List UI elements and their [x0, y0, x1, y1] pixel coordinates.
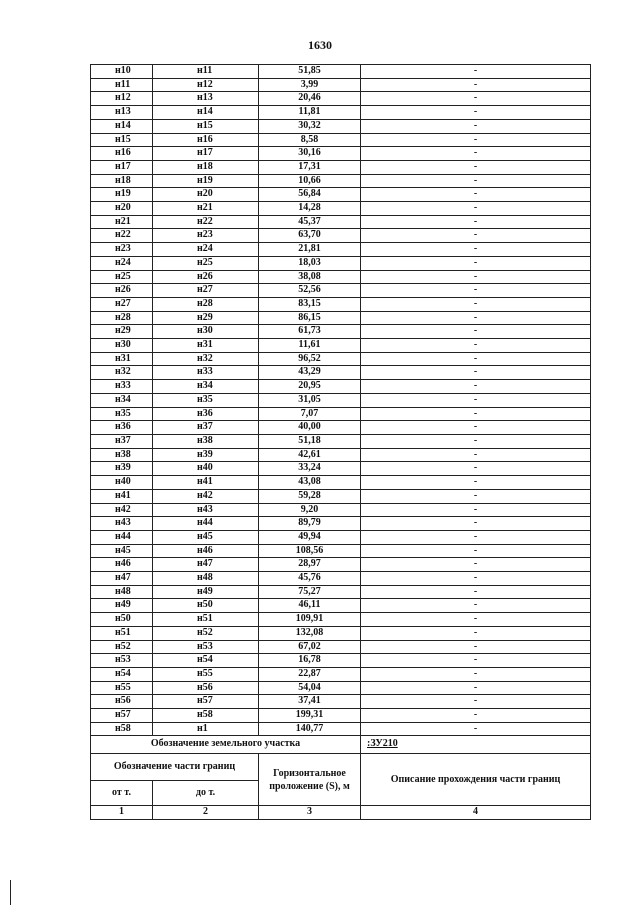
from-point-cell: н58 — [91, 722, 153, 736]
table-row — [91, 366, 591, 380]
table-row — [91, 160, 591, 174]
to-point-cell: н30 — [153, 325, 259, 339]
to-point-cell: н54 — [153, 654, 259, 668]
to-point-cell: н46 — [153, 544, 259, 558]
from-point-cell: н24 — [91, 256, 153, 270]
table-row — [91, 243, 591, 257]
table-row — [91, 229, 591, 243]
description-cell: - — [361, 78, 591, 92]
from-point-cell: н45 — [91, 544, 153, 558]
to-point-cell: н32 — [153, 352, 259, 366]
table-row — [91, 517, 591, 531]
from-point-cell: н50 — [91, 613, 153, 627]
to-point-cell: н36 — [153, 407, 259, 421]
table-row — [91, 352, 591, 366]
table-row — [91, 709, 591, 723]
to-point-cell: н45 — [153, 530, 259, 544]
to-point-cell: н14 — [153, 106, 259, 120]
table-row — [91, 311, 591, 325]
column-number: 1 — [91, 806, 153, 820]
description-cell: - — [361, 380, 591, 394]
to-point-cell: н13 — [153, 92, 259, 106]
from-point-cell: н37 — [91, 434, 153, 448]
from-point-cell: н49 — [91, 599, 153, 613]
table-row — [91, 585, 591, 599]
table-row — [91, 476, 591, 490]
table-row — [91, 544, 591, 558]
to-point-cell: н27 — [153, 284, 259, 298]
table-row — [91, 462, 591, 476]
description-cell: - — [361, 147, 591, 161]
to-point-cell: н55 — [153, 667, 259, 681]
column-number: 2 — [153, 806, 259, 820]
description-cell: - — [361, 352, 591, 366]
from-point-cell: н19 — [91, 188, 153, 202]
table-row — [91, 626, 591, 640]
length-cell: 46,11 — [259, 599, 361, 613]
table-row — [91, 434, 591, 448]
length-cell: 38,08 — [259, 270, 361, 284]
length-cell: 83,15 — [259, 297, 361, 311]
description-cell: - — [361, 215, 591, 229]
page-number: 1630 — [308, 38, 332, 52]
length-cell: 132,08 — [259, 626, 361, 640]
to-point-cell: н17 — [153, 147, 259, 161]
to-point-cell: н52 — [153, 626, 259, 640]
from-point-cell: н36 — [91, 421, 153, 435]
table-row — [91, 530, 591, 544]
description-cell: - — [361, 585, 591, 599]
table-row — [91, 297, 591, 311]
from-point-cell: н23 — [91, 243, 153, 257]
to-point-cell: н47 — [153, 558, 259, 572]
table-row — [91, 667, 591, 681]
table-row — [91, 325, 591, 339]
from-point-cell: н38 — [91, 448, 153, 462]
to-point-header: до т. — [153, 781, 259, 806]
from-point-cell: н40 — [91, 476, 153, 490]
table-row — [91, 448, 591, 462]
boundary-rows — [91, 65, 591, 736]
description-cell: - — [361, 284, 591, 298]
description-cell: - — [361, 325, 591, 339]
length-cell: 37,41 — [259, 695, 361, 709]
length-cell: 86,15 — [259, 311, 361, 325]
length-cell: 30,16 — [259, 147, 361, 161]
description-cell: - — [361, 243, 591, 257]
description-cell: - — [361, 572, 591, 586]
from-point-cell: н21 — [91, 215, 153, 229]
table-row — [91, 78, 591, 92]
length-cell: 14,28 — [259, 202, 361, 216]
horizontal-length-header: Горизонтальное проложение (S), м — [259, 754, 361, 806]
description-cell: - — [361, 722, 591, 736]
length-cell: 31,05 — [259, 393, 361, 407]
to-point-cell: н18 — [153, 160, 259, 174]
length-cell: 42,61 — [259, 448, 361, 462]
table-row — [91, 489, 591, 503]
from-point-cell: н18 — [91, 174, 153, 188]
table-row — [91, 558, 591, 572]
table-row — [91, 393, 591, 407]
to-point-cell: н11 — [153, 65, 259, 79]
to-point-cell: н39 — [153, 448, 259, 462]
length-cell: 63,70 — [259, 229, 361, 243]
to-point-cell: н49 — [153, 585, 259, 599]
description-cell: - — [361, 393, 591, 407]
to-point-cell: н23 — [153, 229, 259, 243]
to-point-cell: н21 — [153, 202, 259, 216]
to-point-cell: н41 — [153, 476, 259, 490]
length-cell: 108,56 — [259, 544, 361, 558]
length-cell: 54,04 — [259, 681, 361, 695]
table-row — [91, 339, 591, 353]
from-point-cell: н33 — [91, 380, 153, 394]
description-cell: - — [361, 640, 591, 654]
length-cell: 59,28 — [259, 489, 361, 503]
from-point-cell: н43 — [91, 517, 153, 531]
length-cell: 67,02 — [259, 640, 361, 654]
from-point-cell: н14 — [91, 119, 153, 133]
length-cell: 20,46 — [259, 92, 361, 106]
to-point-cell: н37 — [153, 421, 259, 435]
description-cell: - — [361, 695, 591, 709]
description-cell: - — [361, 599, 591, 613]
plot-section — [91, 736, 591, 819]
length-cell: 45,37 — [259, 215, 361, 229]
to-point-cell: н43 — [153, 503, 259, 517]
table-row — [91, 133, 591, 147]
length-cell: 96,52 — [259, 352, 361, 366]
description-cell: - — [361, 462, 591, 476]
description-cell: - — [361, 503, 591, 517]
from-point-cell: н41 — [91, 489, 153, 503]
length-cell: 17,31 — [259, 160, 361, 174]
length-cell: 11,81 — [259, 106, 361, 120]
to-point-cell: н22 — [153, 215, 259, 229]
table-row — [91, 106, 591, 120]
length-cell: 7,07 — [259, 407, 361, 421]
table-row — [91, 270, 591, 284]
from-point-cell: н53 — [91, 654, 153, 668]
length-cell: 21,81 — [259, 243, 361, 257]
length-cell: 51,85 — [259, 65, 361, 79]
to-point-cell: н40 — [153, 462, 259, 476]
to-point-cell: н42 — [153, 489, 259, 503]
from-point-cell: н56 — [91, 695, 153, 709]
to-point-cell: н31 — [153, 339, 259, 353]
table-row — [91, 119, 591, 133]
table-row — [91, 599, 591, 613]
from-point-cell: н25 — [91, 270, 153, 284]
description-cell: - — [361, 92, 591, 106]
description-cell: - — [361, 517, 591, 531]
table-row — [91, 174, 591, 188]
from-point-cell: н13 — [91, 106, 153, 120]
to-point-cell: н19 — [153, 174, 259, 188]
from-point-cell: н54 — [91, 667, 153, 681]
description-cell: - — [361, 667, 591, 681]
length-cell: 20,95 — [259, 380, 361, 394]
from-point-cell: н46 — [91, 558, 153, 572]
to-point-cell: н29 — [153, 311, 259, 325]
to-point-cell: н56 — [153, 681, 259, 695]
to-point-cell: н44 — [153, 517, 259, 531]
length-cell: 89,79 — [259, 517, 361, 531]
column-number: 3 — [259, 806, 361, 820]
to-point-cell: н28 — [153, 297, 259, 311]
description-header: Описание прохождения части границ — [361, 754, 591, 806]
description-cell: - — [361, 270, 591, 284]
description-cell: - — [361, 421, 591, 435]
length-cell: 140,77 — [259, 722, 361, 736]
from-point-cell: н35 — [91, 407, 153, 421]
description-cell: - — [361, 229, 591, 243]
from-point-cell: н12 — [91, 92, 153, 106]
length-cell: 9,20 — [259, 503, 361, 517]
from-point-cell: н52 — [91, 640, 153, 654]
boundary-table — [90, 64, 591, 820]
to-point-cell: н12 — [153, 78, 259, 92]
from-point-cell: н31 — [91, 352, 153, 366]
from-point-header: от т. — [91, 781, 153, 806]
description-cell: - — [361, 654, 591, 668]
from-point-cell: н57 — [91, 709, 153, 723]
length-cell: 43,08 — [259, 476, 361, 490]
description-cell: - — [361, 434, 591, 448]
to-point-cell: н24 — [153, 243, 259, 257]
from-point-cell: н34 — [91, 393, 153, 407]
from-point-cell: н27 — [91, 297, 153, 311]
from-point-cell: н11 — [91, 78, 153, 92]
length-cell: 56,84 — [259, 188, 361, 202]
column-number: 4 — [361, 806, 591, 820]
length-cell: 61,73 — [259, 325, 361, 339]
to-point-cell: н50 — [153, 599, 259, 613]
description-cell: - — [361, 489, 591, 503]
from-point-cell: н47 — [91, 572, 153, 586]
table-row — [91, 65, 591, 79]
from-point-cell: н44 — [91, 530, 153, 544]
plot-designation-label: Обозначение земельного участка — [91, 736, 361, 754]
description-cell: - — [361, 407, 591, 421]
description-cell: - — [361, 202, 591, 216]
description-cell: - — [361, 256, 591, 270]
description-cell: - — [361, 366, 591, 380]
description-cell: - — [361, 626, 591, 640]
table-row — [91, 722, 591, 736]
description-cell: - — [361, 297, 591, 311]
length-cell: 18,03 — [259, 256, 361, 270]
description-cell: - — [361, 160, 591, 174]
from-point-cell: н48 — [91, 585, 153, 599]
to-point-cell: н57 — [153, 695, 259, 709]
description-cell: - — [361, 448, 591, 462]
table-row — [91, 572, 591, 586]
to-point-cell: н25 — [153, 256, 259, 270]
from-point-cell: н39 — [91, 462, 153, 476]
from-point-cell: н32 — [91, 366, 153, 380]
length-cell: 3,99 — [259, 78, 361, 92]
length-cell: 43,29 — [259, 366, 361, 380]
to-point-cell: н48 — [153, 572, 259, 586]
part-designation-header: Обозначение части границ — [91, 754, 259, 781]
description-cell: - — [361, 188, 591, 202]
from-point-cell: н26 — [91, 284, 153, 298]
table-row — [91, 407, 591, 421]
from-point-cell: н16 — [91, 147, 153, 161]
length-cell: 52,56 — [259, 284, 361, 298]
table-row — [91, 284, 591, 298]
from-point-cell: н30 — [91, 339, 153, 353]
table-row — [91, 147, 591, 161]
length-cell: 49,94 — [259, 530, 361, 544]
description-cell: - — [361, 544, 591, 558]
table-row — [91, 640, 591, 654]
length-cell: 33,24 — [259, 462, 361, 476]
table-row — [91, 380, 591, 394]
to-point-cell: н34 — [153, 380, 259, 394]
table-row — [91, 188, 591, 202]
to-point-cell: н58 — [153, 709, 259, 723]
from-point-cell: н15 — [91, 133, 153, 147]
length-cell: 51,18 — [259, 434, 361, 448]
description-cell: - — [361, 119, 591, 133]
from-point-cell: н10 — [91, 65, 153, 79]
table-row — [91, 695, 591, 709]
length-cell: 16,78 — [259, 654, 361, 668]
length-cell: 40,00 — [259, 421, 361, 435]
table-row — [91, 256, 591, 270]
scan-edge-line — [10, 880, 11, 905]
description-cell: - — [361, 681, 591, 695]
description-cell: - — [361, 311, 591, 325]
table-row — [91, 215, 591, 229]
description-cell: - — [361, 174, 591, 188]
from-point-cell: н42 — [91, 503, 153, 517]
length-cell: 10,66 — [259, 174, 361, 188]
from-point-cell: н17 — [91, 160, 153, 174]
plot-id: :ЗУ210 — [361, 736, 591, 754]
length-cell: 22,87 — [259, 667, 361, 681]
to-point-cell: н16 — [153, 133, 259, 147]
description-cell: - — [361, 133, 591, 147]
description-cell: - — [361, 530, 591, 544]
length-cell: 45,76 — [259, 572, 361, 586]
table-row — [91, 613, 591, 627]
length-cell: 8,58 — [259, 133, 361, 147]
from-point-cell: н51 — [91, 626, 153, 640]
to-point-cell: н53 — [153, 640, 259, 654]
description-cell: - — [361, 709, 591, 723]
to-point-cell: н1 — [153, 722, 259, 736]
table-row — [91, 503, 591, 517]
description-cell: - — [361, 613, 591, 627]
length-cell: 75,27 — [259, 585, 361, 599]
table-row — [91, 421, 591, 435]
length-cell: 109,91 — [259, 613, 361, 627]
length-cell: 28,97 — [259, 558, 361, 572]
from-point-cell: н28 — [91, 311, 153, 325]
length-cell: 199,31 — [259, 709, 361, 723]
description-cell: - — [361, 558, 591, 572]
to-point-cell: н26 — [153, 270, 259, 284]
table-row — [91, 92, 591, 106]
description-cell: - — [361, 65, 591, 79]
from-point-cell: н20 — [91, 202, 153, 216]
from-point-cell: н22 — [91, 229, 153, 243]
to-point-cell: н33 — [153, 366, 259, 380]
table-row — [91, 654, 591, 668]
description-cell: - — [361, 106, 591, 120]
from-point-cell: н29 — [91, 325, 153, 339]
to-point-cell: н15 — [153, 119, 259, 133]
to-point-cell: н20 — [153, 188, 259, 202]
length-cell: 11,61 — [259, 339, 361, 353]
from-point-cell: н55 — [91, 681, 153, 695]
to-point-cell: н35 — [153, 393, 259, 407]
table-row — [91, 681, 591, 695]
table-row — [91, 202, 591, 216]
length-cell: 30,32 — [259, 119, 361, 133]
description-cell: - — [361, 339, 591, 353]
description-cell: - — [361, 476, 591, 490]
to-point-cell: н38 — [153, 434, 259, 448]
to-point-cell: н51 — [153, 613, 259, 627]
